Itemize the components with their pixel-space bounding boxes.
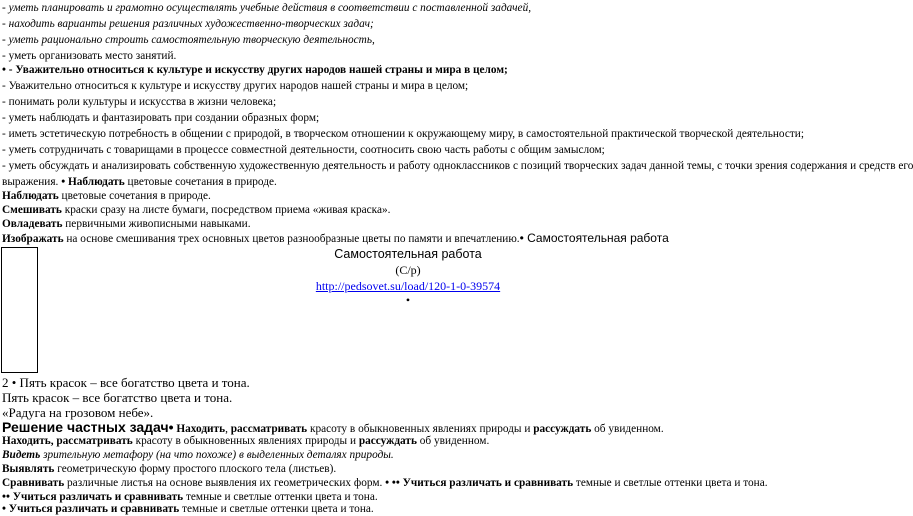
expr-text: выражения. [2,176,59,188]
verb-bold: Смешивать [2,204,62,216]
list-item: - уметь наблюдать и фантазировать при создании образных форм; [2,112,320,124]
task-bold-2: • •• Учиться различать и сравнивать [385,477,574,489]
expression-line [2,176,277,189]
task-bold-2: рассуждать [358,435,417,447]
topic-line-2: Пять красок – все богатство цвета и тона. [2,390,233,405]
list-item: - иметь эстетическую потребность в общении с природой, в творческом отношении к окружающему миру, в самостоятельной практической творческой деятельности; [2,128,804,140]
tasks-bold-3: рассуждать [533,423,592,435]
center-abbr: (С/р) [395,263,421,277]
verb-line [2,190,211,203]
task-bold: • Учиться различать и сравнивать [2,503,180,515]
task-text-2: об увиденном. [416,435,490,447]
task-row [2,435,489,448]
intro-line-3: - уметь рационально строить самостоятельную творческую деятельность, [2,34,375,46]
task-bold: Выявлять [2,463,55,475]
task-text: темные и светлые оттенки цвета и тона. [179,503,374,515]
verb-text: первичными живописными навыками. [62,218,251,230]
image-placeholder [1,247,38,373]
tasks-bold-1: Находить [173,423,226,435]
task-bold: Находить, рассматривать [2,435,133,447]
tasks-heading-title: Решение частных задач• [2,419,174,435]
task-text: темные и светлые оттенки цвета и тона. [183,491,378,503]
verb-text: краски сразу на листе бумаги, посредством приема «живая краска». [61,204,391,216]
verb-bold: Наблюдать [2,190,59,202]
task-text: геометрическую форму простого плоского тела (листьев). [54,463,337,475]
task-row [2,463,336,476]
bullet-heading: • - Уважительно относиться к культуре и искусству других народов нашей страны и мира в целом; [2,64,508,76]
task-row [2,449,394,462]
intro-line-4: - уметь организовать место занятий. [2,50,177,62]
verb-bold: Овладевать [2,218,63,230]
list-item: - понимать роли культуры и искусства в жизни человека; [2,96,277,108]
list-item: - уметь сотрудничать с товарищами в процессе совместной деятельности, соотносить свою часть работы с общим замыслом; [2,144,605,156]
task-row [2,503,374,516]
task-bold: •• Учиться различать и сравнивать [2,491,184,503]
list-item: - Уважительно относиться к культуре и искусству других народов нашей страны и мира в целом; [2,80,469,92]
expr-rest: цветовые сочетания в природе. [124,176,277,188]
task-bold-italic: Видеть [2,449,41,461]
pedsovet-link[interactable]: http://pedsovet.su/load/120-1-0-39574 [315,279,501,293]
task-text-2: темные и светлые оттенки цвета и тона. [573,477,768,489]
verb-bold: Изображать [2,233,64,245]
verb-text: цветовые сочетания в природе. [58,190,211,202]
tasks-text-2: красоту в обыкновенных явлениях природы и [307,423,534,435]
center-link-wrap [0,279,816,293]
verb-line [2,218,251,231]
verb-line [2,232,669,246]
center-title: Самостоятельная работа [334,247,482,261]
task-text: различные листья на основе выявления их геометрических форм. [64,477,386,489]
topic-line-3: «Радуга на грозовом небе». [2,405,154,420]
intro-line-2: - находить варианты решения различных художественно-творческих задач; [2,18,374,30]
verb-sans: • Самостоятельная работа [519,231,669,245]
expr-bold: • Наблюдать [61,176,125,188]
task-bold: Сравнивать [2,477,65,489]
list-item: - уметь обсуждать и анализировать собственную художественную деятельность и работу одноклассников с позиций творческих задач данной темы, с точки зрения содержания и средств его [2,160,913,172]
topic-line-1: 2 • Пять красок – все богатство цвета и тона. [2,375,250,390]
task-row [2,477,768,490]
tasks-text-3: об увиденном. [591,423,664,435]
task-italic: зрительную метафору (на что похоже) в выделенных деталях природы. [40,449,394,461]
tasks-bold-2: рассматривать [230,423,308,435]
tasks-text-1: , [225,423,231,435]
verb-text: на основе смешивания трех основных цветов разнообразные цветы по памяти и впечатлению. [63,233,520,245]
intro-line-1: - уметь планировать и грамотно осуществлять учебные действия в соответствии с поставленной задачей, [2,2,532,14]
verb-line [2,204,390,217]
center-bullet: • [405,293,411,307]
task-text: красоту в обыкновенных явлениях природы и [132,435,359,447]
